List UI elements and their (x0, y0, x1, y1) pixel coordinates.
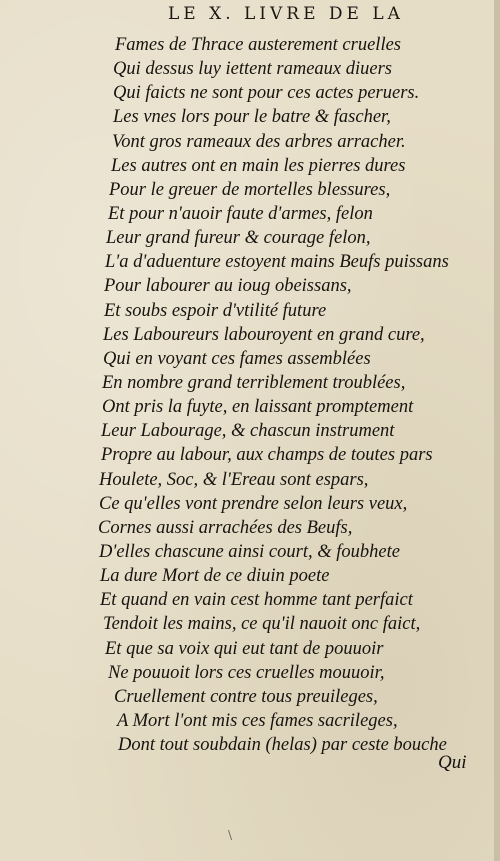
verse-line: Qui faicts ne sont pour ces actes peruers. (113, 83, 420, 104)
running-title: LE X. LIVRE DE LA (168, 4, 404, 24)
verse-line: Leur Labourage, & chascun instrument (101, 421, 395, 442)
verse-line: D'elles chascune ainsi court, & foubhete (99, 541, 400, 562)
verse-block (0, 33, 500, 757)
verse-line: Cornes aussi arrachées des Beufs, (98, 517, 353, 538)
verse-line: Ce qu'elles vont prendre selon leurs veux, (99, 493, 408, 514)
verse-line: Qui en voyant ces fames assemblées (103, 348, 371, 369)
verse-line: Tendoit les mains, ce qu'il nauoit onc faict, (103, 614, 421, 635)
verse-line: Qui dessus luy iettent rameaux diuers (113, 59, 392, 80)
bottom-mark: \ (228, 828, 233, 842)
catchword: Qui (438, 752, 467, 773)
verse-line: Houlete, Soc, & l'Ereau sont espars, (99, 469, 369, 490)
verse-line: Et pour n'auoir faute d'armes, felon (108, 203, 373, 224)
verse-line: Ne pouuoit lors ces cruelles mouuoir, (108, 662, 385, 683)
verse-line: Les Laboureurs labouroyent en grand cure, (103, 324, 425, 345)
verse-line: Dont tout soubdain (helas) par ceste bouche (118, 735, 447, 756)
verse-line: Et que sa voix qui eut tant de pouuoir (105, 638, 384, 659)
verse-line: L'a d'aduenture estoyent mains Beufs puissans (105, 252, 449, 273)
verse-line: En nombre grand terriblement troublées, (102, 372, 406, 393)
verse-line: Fames de Thrace austerement cruelles (115, 35, 401, 55)
verse-line: Propre au labour, aux champs de toutes pars (101, 445, 433, 466)
verse-line: Pour labourer au ioug obeissans, (104, 276, 352, 297)
verse-line: Les autres ont en main les pierres dures (111, 155, 406, 176)
verse-line: La dure Mort de ce diuin poete (100, 566, 330, 587)
verse-line: Les vnes lors pour le batre & fascher, (113, 107, 391, 128)
verse-line: Et quand en vain cest homme tant perfaict (100, 590, 413, 611)
verse-line: Et soubs espoir d'vtilité future (104, 300, 327, 321)
verse-line: Pour le greuer de mortelles blessures, (109, 179, 391, 200)
verse-line: A Mort l'ont mis ces fames sacrileges, (117, 710, 398, 731)
verse-line: Ont pris la fuyte, en laissant promptement (102, 397, 414, 418)
verse-line: Cruellement contre tous preuileges, (114, 686, 378, 707)
verse-line: Leur grand fureur & courage felon, (106, 228, 371, 249)
verse-line: Vont gros rameaux des arbres arracher. (112, 131, 406, 152)
